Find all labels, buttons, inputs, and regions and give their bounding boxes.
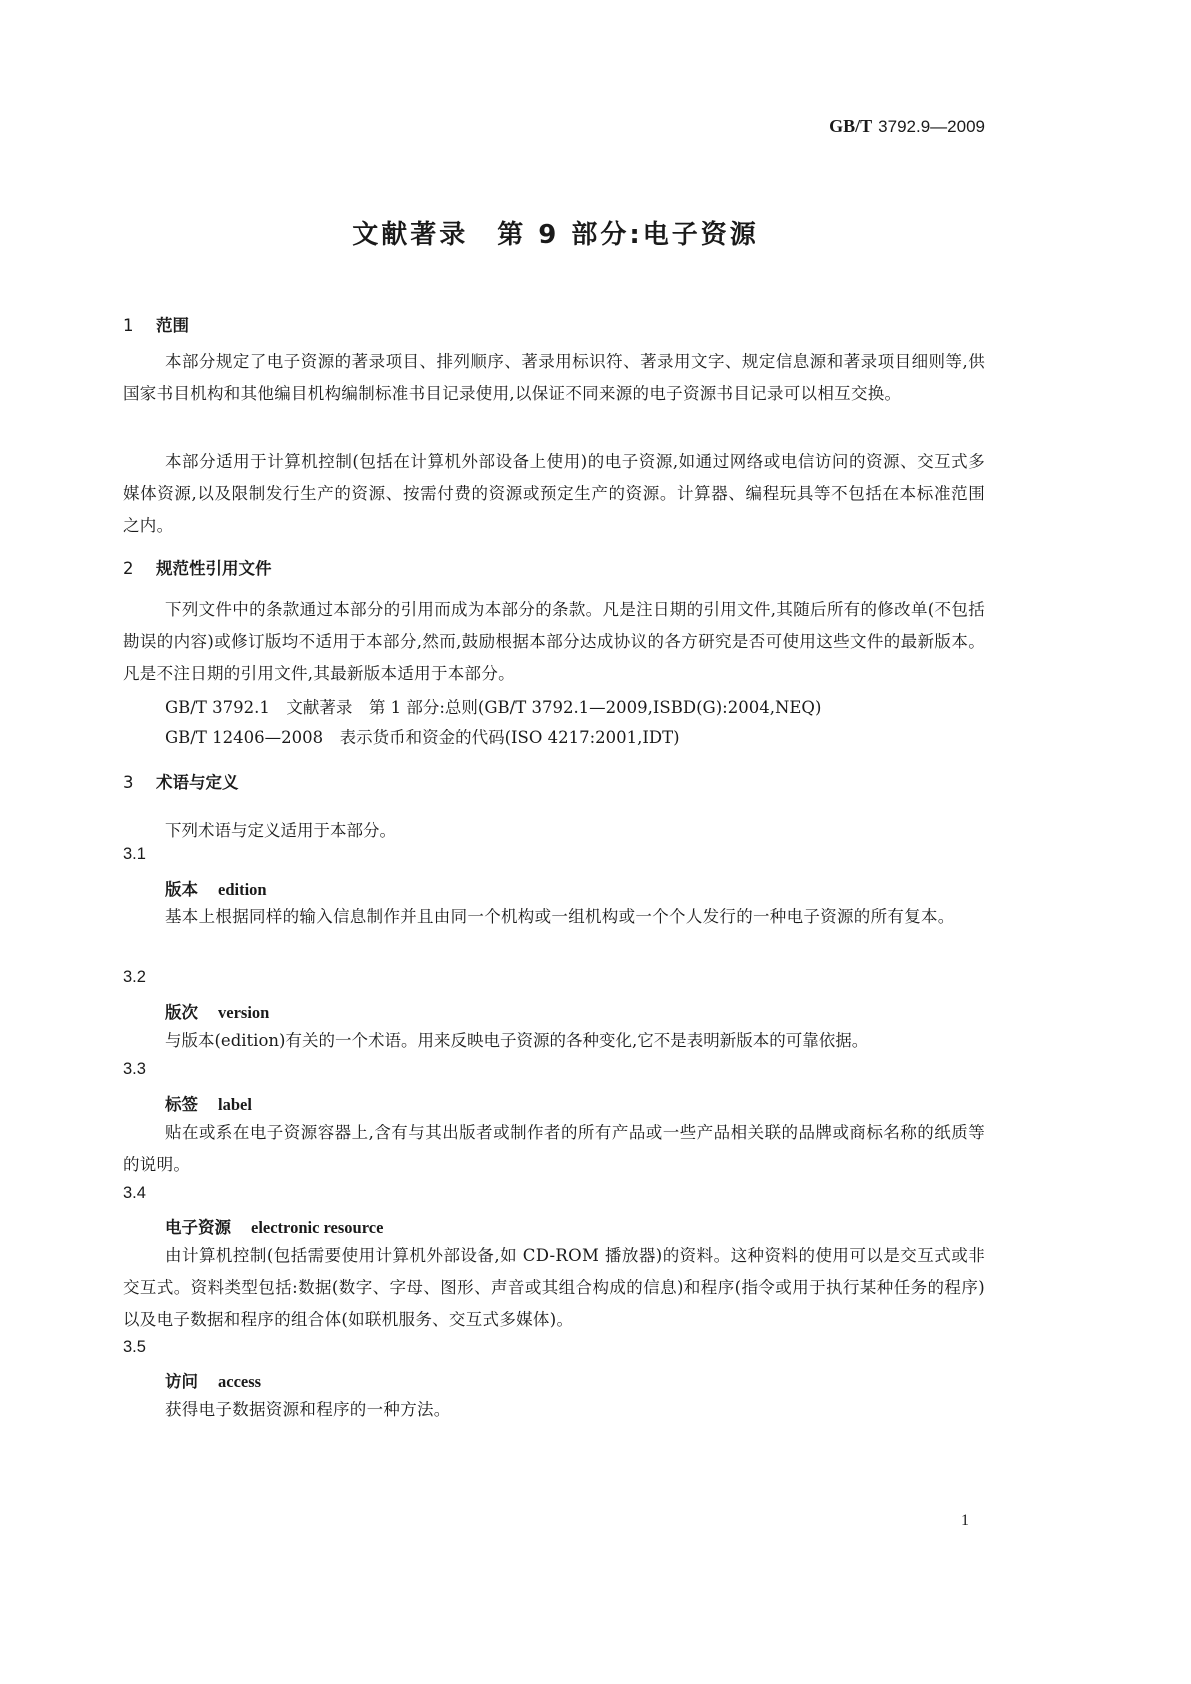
- term-en: version: [218, 1003, 270, 1022]
- term-definition: 由计算机控制(包括需要使用计算机外部设备,如 CD-ROM 播放器)的资料。这种资料的使用可以是交互式或非交互式。资料类型包括:数据(数字、字母、图形、声音或其组合构成的信息)和程序(指令或用于执行某种任务的程序)以及电子数据和程序的组合体(如联机服务、交互式多媒体)。: [123, 1246, 985, 1329]
- term-en: electronic resource: [251, 1218, 384, 1237]
- clause-number: 3.3: [123, 1060, 146, 1078]
- normative-references-paragraph: 下列文件中的条款通过本部分的引用而成为本部分的条款。凡是注日期的引用文件,其随后所有的修改单(不包括勘误的内容)或修订版均不适用于本部分,然而,鼓励根据本部分达成协议的各方研究是否可使用这些文件的最新版本。凡是不注日期的引用文件,其最新版本适用于本部分。: [123, 600, 985, 683]
- page-number: 1: [961, 1512, 969, 1529]
- section-heading-normative-references: [123, 555, 272, 579]
- clause-number: 3.1: [123, 845, 146, 863]
- reference-item: GB/T 3792.1 文献著录 第 1 部分:总则(GB/T 3792.1—2009,ISBD(G):2004,NEQ): [165, 698, 822, 717]
- clause-number: 3.5: [123, 1338, 146, 1356]
- section-heading-terms-definitions: [123, 769, 239, 793]
- term-zh: 版次: [165, 1003, 198, 1022]
- term-definition: 基本上根据同样的输入信息制作并且由同一个机构或一组机构或一个个人发行的一种电子资源的所有复本。: [165, 907, 955, 926]
- section-heading-scope: [123, 312, 189, 336]
- term-en: edition: [218, 880, 267, 899]
- section-number: 3: [123, 773, 134, 792]
- scope-paragraph-2: 本部分适用于计算机控制(包括在计算机外部设备上使用)的电子资源,如通过网络或电信访问的资源、交互式多媒体资源,以及限制发行生产的资源、按需付费的资源或预定生产的资源。计算器、编程玩具等不包括在本标准范围之内。: [123, 452, 985, 535]
- term-zh: 访问: [165, 1372, 198, 1391]
- document-title: 文献著录 第 9 部分:电子资源: [352, 220, 759, 250]
- term-en: access: [218, 1372, 262, 1391]
- term-definition: 贴在或系在电子资源容器上,含有与其出版者或制作者的所有产品或一些产品相关联的品牌或商标名称的纸质等的说明。: [123, 1123, 985, 1174]
- term-en: label: [218, 1095, 252, 1114]
- section-title: 规范性引用文件: [156, 559, 272, 578]
- clause-number: 3.4: [123, 1184, 146, 1202]
- standard-number: 3792.9—2009: [878, 117, 985, 136]
- term-heading: [165, 1091, 252, 1115]
- term-zh: 电子资源: [165, 1218, 231, 1237]
- term-heading: [165, 876, 267, 900]
- reference-item: GB/T 12406—2008 表示货币和资金的代码(ISO 4217:2001,IDT): [165, 728, 680, 747]
- section-number: 1: [123, 316, 134, 335]
- scope-paragraph-1: 本部分规定了电子资源的著录项目、排列顺序、著录用标识符、著录用文字、规定信息源和著录项目细则等,供国家书目机构和其他编目机构编制标准书目记录使用,以保证不同来源的电子资源书目记录可以相互交换。: [123, 352, 985, 403]
- section-number: 2: [123, 559, 134, 578]
- term-definition: 与版本(edition)有关的一个术语。用来反映电子资源的各种变化,它不是表明新版本的可靠依据。: [165, 1031, 869, 1050]
- term-heading: [165, 1214, 383, 1238]
- term-zh: 标签: [165, 1095, 198, 1114]
- section-title: 术语与定义: [156, 773, 239, 792]
- terms-intro: 下列术语与定义适用于本部分。: [165, 821, 396, 840]
- term-definition: 获得电子数据资源和程序的一种方法。: [165, 1400, 451, 1419]
- section-title: 范围: [156, 316, 189, 335]
- clause-number: 3.2: [123, 968, 146, 986]
- term-heading: [165, 1368, 261, 1392]
- standard-code: [829, 116, 985, 137]
- term-heading: [165, 999, 269, 1023]
- standard-prefix: GB/T: [829, 116, 873, 136]
- term-zh: 版本: [165, 880, 198, 899]
